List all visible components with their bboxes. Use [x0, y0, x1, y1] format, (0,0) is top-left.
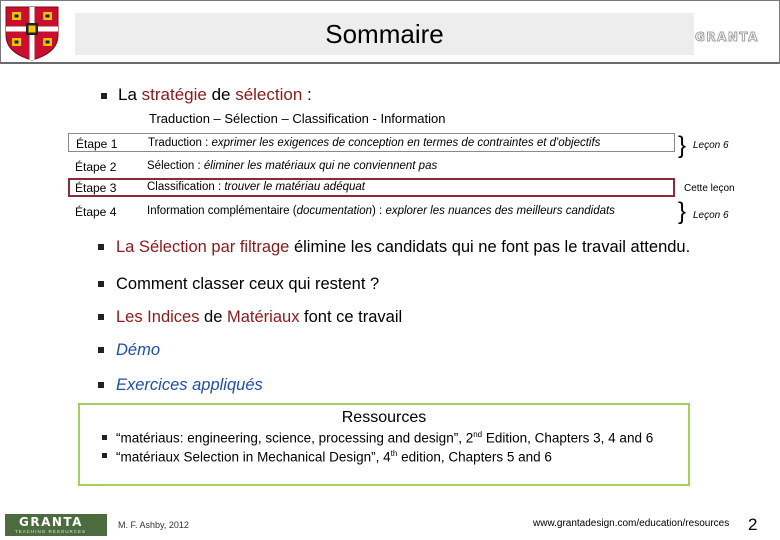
brace-icon: }	[678, 132, 687, 159]
point-filtering	[116, 238, 690, 257]
title-band	[75, 13, 694, 55]
resource-text: “matériaux Selection in Mechanical Design”, 4	[116, 449, 391, 465]
point-red-text: Matériaux	[227, 308, 300, 326]
heading-colon: :	[302, 85, 312, 104]
step-description	[147, 160, 437, 172]
bullet-icon	[98, 281, 104, 287]
step-row-current	[68, 178, 675, 197]
bullet-icon	[101, 93, 107, 99]
bullet-icon	[98, 347, 104, 353]
point-ranking: Comment classer ceux qui restent ?	[116, 275, 380, 293]
footer-logo-subtitle: TEACHING RESOURCES	[15, 529, 87, 534]
step-term: Traduction :	[148, 137, 209, 149]
slide-header	[0, 0, 780, 64]
step-term-end: ) :	[372, 205, 383, 217]
exercises-link[interactable]: Exercices appliqués	[116, 376, 263, 394]
brace-icon: }	[678, 198, 687, 225]
footer-url-link[interactable]: www.grantadesign.com/education/resources	[533, 518, 730, 529]
step-description	[147, 205, 615, 217]
bullet-icon	[98, 314, 104, 320]
step-desc-text: éliminer les matériaux qui ne conviennent pas	[200, 160, 438, 172]
step-desc-text: exprimer les exigences de conception en termes de contraintes et d'objectifs	[208, 137, 601, 149]
heading-text-mid: de	[206, 85, 236, 104]
step-term: Sélection :	[147, 160, 201, 172]
step-row	[68, 157, 675, 176]
step-label: Étape 2	[75, 160, 117, 174]
point-text: font ce travail	[299, 308, 403, 326]
lecture-note-bottom: Leçon 6	[693, 210, 729, 221]
step-desc-text: explorer les nuances des meilleurs candidats	[382, 205, 615, 217]
step-label: Étape 3	[75, 181, 117, 195]
point-indices	[116, 308, 402, 327]
bullet-icon	[102, 453, 107, 458]
footer-logo-text: GRANTA	[19, 515, 83, 529]
resource-reference-1	[116, 430, 653, 446]
heading-selection: sélection	[235, 85, 303, 104]
point-text: de	[199, 308, 227, 326]
granta-footer-logo	[5, 514, 107, 536]
page-title: Sommaire	[325, 19, 444, 49]
demo-link[interactable]: Démo	[116, 341, 161, 359]
step-row	[68, 133, 675, 152]
resource-sup: nd	[473, 430, 483, 439]
step-term: Classification :	[147, 181, 222, 193]
step-description	[147, 181, 365, 193]
point-text: élimine les candidats qui ne font pas le travail attendu.	[289, 238, 691, 256]
this-lecture-note: Cette leçon	[684, 183, 735, 194]
university-crest-icon	[4, 5, 60, 61]
lecture-note-top: Leçon 6	[693, 140, 729, 151]
step-term-italic: documentation	[296, 205, 373, 217]
resource-text: Edition, Chapters 3, 4 and 6	[482, 430, 654, 446]
point-red-text: Les Indices	[116, 308, 200, 326]
resource-sup: th	[390, 449, 398, 458]
footer-author: M. F. Ashby, 2012	[118, 520, 189, 530]
resource-text: “matériaus: engineering, science, processing and design”, 2	[116, 430, 474, 446]
strategy-subheading: Traduction – Sélection – Classification - Information	[149, 111, 446, 126]
step-term: Information complémentaire (	[147, 205, 297, 217]
granta-logo: GRANTA	[695, 30, 759, 44]
resource-reference-2	[116, 449, 552, 465]
bullet-icon	[102, 435, 107, 440]
resource-text: edition, Chapters 5 and 6	[397, 449, 552, 465]
page-number: 2	[748, 515, 758, 534]
bullet-icon	[98, 382, 104, 388]
resources-title: Ressources	[341, 409, 427, 426]
step-row	[68, 202, 675, 221]
step-label: Étape 1	[76, 137, 118, 151]
resources-box	[78, 403, 690, 486]
step-desc-text: trouver le matériau adéquat	[221, 181, 365, 193]
bullet-icon	[98, 244, 104, 250]
heading-strategy: stratégie	[141, 85, 207, 104]
step-label: Étape 4	[75, 205, 117, 219]
step-description	[148, 137, 600, 149]
section-heading	[118, 85, 312, 105]
heading-text: La	[118, 85, 142, 104]
point-red-text: La Sélection par filtrage	[116, 238, 290, 256]
